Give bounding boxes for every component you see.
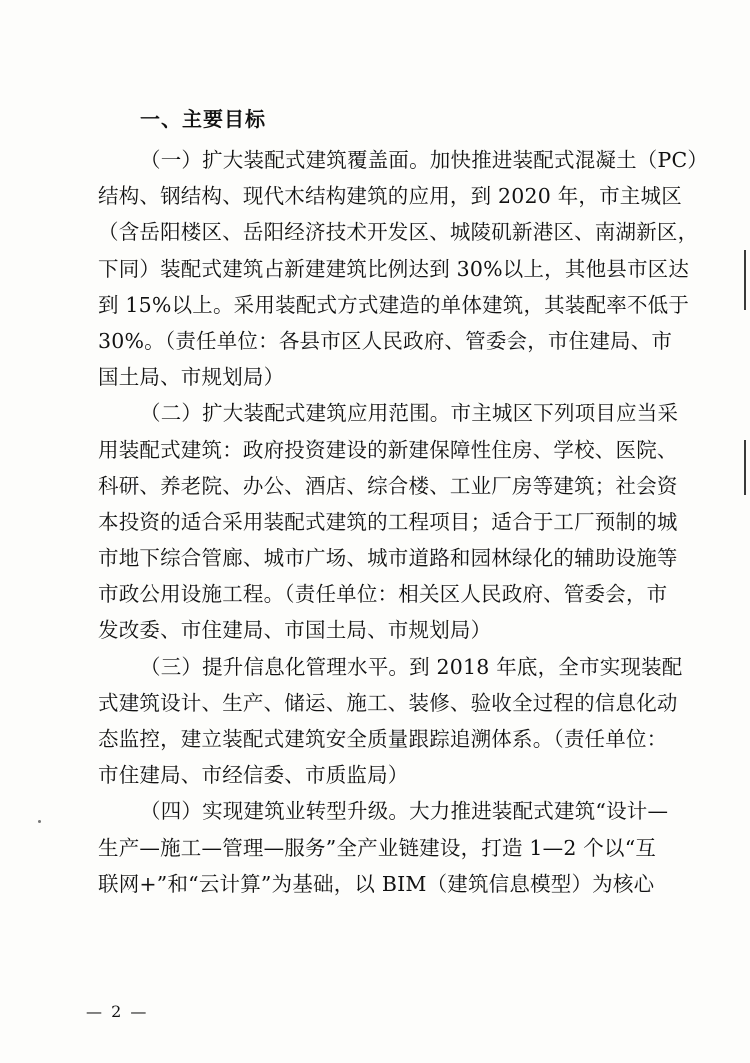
text-line: （四）实现建筑业转型升级。大力推进装配式建筑“设计— bbox=[140, 799, 669, 824]
text-line: 市地下综合管廊、城市广场、城市道路和园林绿化的辅助设施等 bbox=[98, 546, 678, 571]
text-line: （含岳阳楼区、岳阳经济技术开发区、城陵矶新港区、南湖新区， bbox=[98, 220, 699, 245]
text-line: （三）提升信息化管理水平。到 2018 年底，全市实现装配 bbox=[140, 654, 683, 679]
text-line: 发改委、市住建局、市国土局、市规划局） bbox=[98, 618, 492, 643]
scan-edge-mark bbox=[744, 250, 746, 310]
section-heading: 一、主要目标 bbox=[140, 107, 266, 131]
scan-edge-mark bbox=[744, 440, 746, 495]
text-line: 到 15%以上。采用装配式方式建造的单体建筑，其装配率不低于 bbox=[98, 292, 690, 317]
text-line: （二）扩大装配式建筑应用范围。市主城区下列项目应当采 bbox=[140, 401, 679, 426]
text-line: 市住建局、市经信委、市质监局） bbox=[98, 763, 409, 788]
body-text bbox=[98, 142, 709, 902]
text-line: 下同）装配式建筑占新建建筑比例达到 30%以上，其他县市区达 bbox=[98, 256, 690, 281]
text-line: 30%。（责任单位：各县市区人民政府、管委会，市住建局、市 bbox=[98, 328, 673, 353]
scan-speck bbox=[38, 820, 41, 823]
text-line: 用装配式建筑：政府投资建设的新建保障性住房、学校、医院、 bbox=[98, 437, 678, 462]
text-line: 联网+”和“云计算”为基础，以 BIM（建筑信息模型）为核心 bbox=[98, 871, 655, 896]
text-line: 生产—施工—管理—服务”全产业链建设，打造 1—2 个以“互 bbox=[98, 835, 657, 860]
text-line: 结构、钢结构、现代木结构建筑的应用，到 2020 年，市主城区 bbox=[98, 184, 682, 209]
text-line: 国土局、市规划局） bbox=[98, 365, 285, 390]
text-line: 科研、养老院、办公、酒店、综合楼、工业厂房等建筑；社会资 bbox=[98, 473, 678, 498]
text-line: 态监控，建立装配式建筑安全质量跟踪追溯体系。（责任单位： bbox=[98, 727, 668, 751]
page-number: — 2 — bbox=[86, 1002, 149, 1021]
text-line: 本投资的适合采用装配式建筑的工程项目；适合于工厂预制的城 bbox=[98, 509, 678, 534]
text-line: 市政公用设施工程。（责任单位：相关区人民政府、管委会，市 bbox=[98, 582, 668, 607]
text-line: （一）扩大装配式建筑覆盖面。加快推进装配式混凝土（PC） bbox=[140, 148, 709, 172]
text-line: 式建筑设计、生产、储运、施工、装修、验收全过程的信息化动 bbox=[98, 690, 678, 715]
